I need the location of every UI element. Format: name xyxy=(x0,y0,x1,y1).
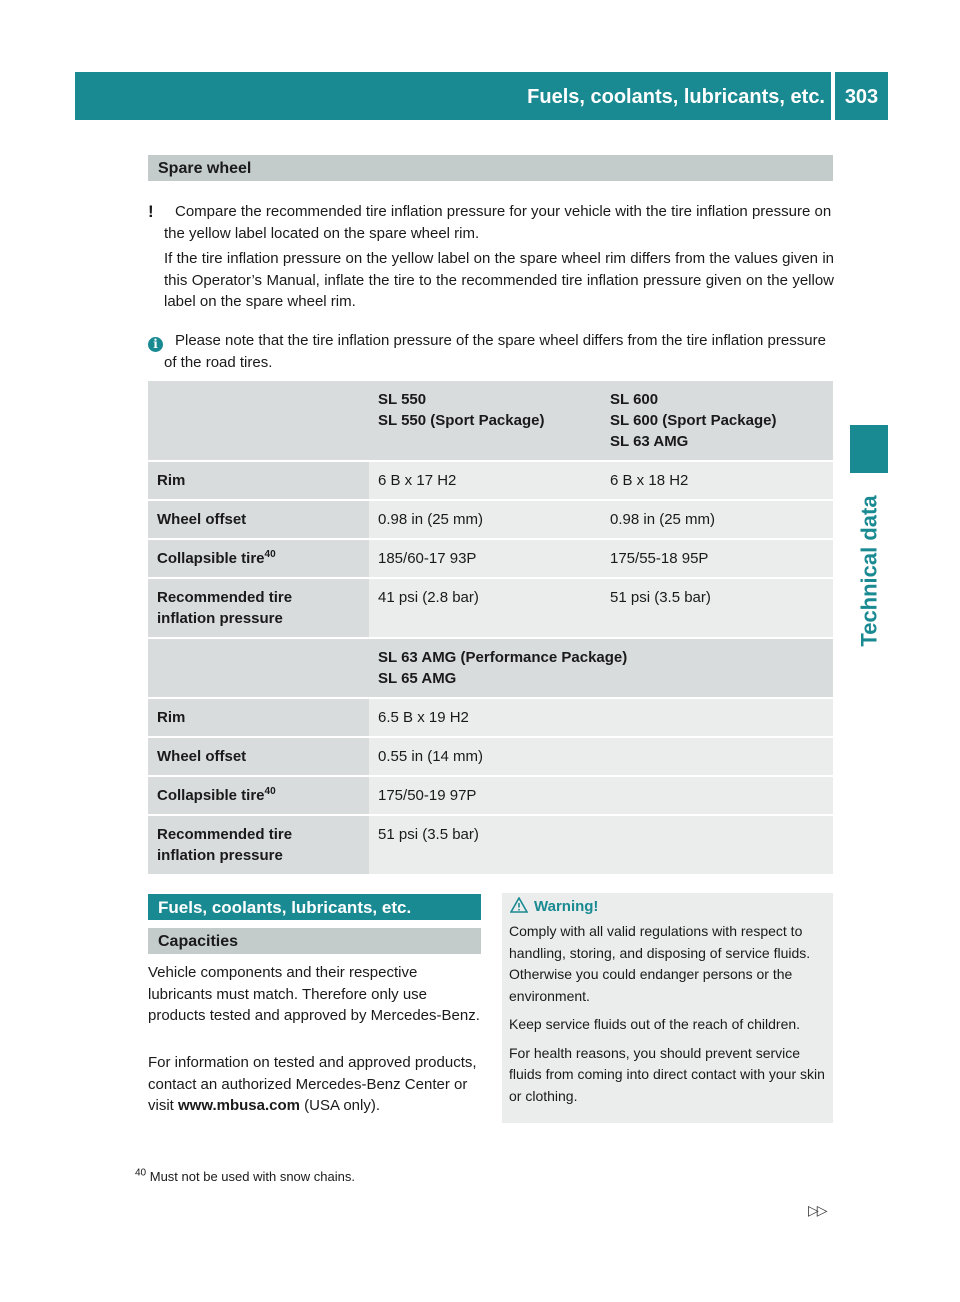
header-line: SL 550 xyxy=(378,391,427,408)
row-value: 0.98 in (25 mm) xyxy=(369,501,601,540)
table-header-cell xyxy=(369,639,833,699)
page-number: 303 xyxy=(844,86,879,108)
notice-paragraph-1: Compare the recommended tire inflation pressure for your vehicle with the tire inflation pressure on the yellow label located on the spare wheel rim. xyxy=(164,203,832,242)
table-row xyxy=(148,777,833,816)
section-title-spare-wheel: Spare wheel xyxy=(148,155,833,181)
row-label: Recommended tire inflation pressure xyxy=(148,816,369,876)
row-value: 6.5 B x 19 H2 xyxy=(369,699,833,738)
warning-paragraph-3: For health reasons, you should prevent service fluids from coming into direct contact with your skin or clothing. xyxy=(509,1044,825,1104)
table-row xyxy=(148,462,833,501)
capacities-paragraph-2: For information on tested and approved products, contact an authorized Mercedes-Benz Center or visit www.mbusa.com (USA only). xyxy=(148,1054,477,1114)
table-row xyxy=(148,501,833,540)
warning-paragraph-1: Comply with all valid regulations with respect to handling, storing, and disposing of service fluids. Otherwise you could endanger persons or the environment. xyxy=(509,923,811,1004)
row-label: Collapsible tire$^{40}$ xyxy=(148,540,369,579)
table-header-cell xyxy=(601,381,833,462)
warning-triangle-icon xyxy=(510,897,528,913)
header-line: SL 550 (Sport Package) xyxy=(378,412,545,429)
row-value: 175/55-18 95P xyxy=(601,540,833,579)
warning-paragraph-2: Keep service fluids out of the reach of children. xyxy=(509,1016,801,1032)
header-line: SL 600 (Sport Package) xyxy=(610,412,777,429)
footnote-ref: 40 xyxy=(264,786,276,797)
row-label: Rim xyxy=(148,699,369,738)
table-row xyxy=(148,540,833,579)
row-value: 0.98 in (25 mm) xyxy=(601,501,833,540)
info-paragraph: Please note that the tire inflation pressure of the spare wheel differs from the tire inflation pressure of the road tires. xyxy=(164,332,826,371)
row-label: Wheel offset xyxy=(148,738,369,777)
row-value: 175/50-19 97P xyxy=(369,777,833,816)
footnote xyxy=(135,1166,355,1188)
row-label: Wheel offset xyxy=(148,501,369,540)
table-header-row xyxy=(148,381,833,462)
section-title-fuels: Fuels, coolants, lubricants, etc. xyxy=(148,894,481,920)
footnote-number: 40 xyxy=(135,1167,147,1179)
table-header-row xyxy=(148,639,833,699)
row-value: 185/60-17 93P xyxy=(369,540,601,579)
row-value: 6 B x 17 H2 xyxy=(369,462,601,501)
table-header-empty xyxy=(148,381,369,462)
table-header-cell xyxy=(369,381,601,462)
notice-block xyxy=(164,201,834,313)
table-row xyxy=(148,738,833,777)
row-value: 51 psi (3.5 bar) xyxy=(369,816,833,876)
side-tab-label: Technical data xyxy=(856,495,882,647)
row-value: 41 psi (2.8 bar) xyxy=(369,579,601,639)
table-header-empty xyxy=(148,639,369,699)
row-value: 51 psi (3.5 bar) xyxy=(601,579,833,639)
row-value: 0.55 in (14 mm) xyxy=(369,738,833,777)
notice-icon: ! xyxy=(148,202,154,221)
running-header-title: Fuels, coolants, lubricants, etc. xyxy=(527,86,825,108)
notice-paragraph-2: If the tire inflation pressure on the yellow label on the spare wheel rim differs from the values given in this Operator’s Manual, inflate the tire to the recommended tire inflation pressure given on the yellow label on the spare wheel rim. xyxy=(164,250,834,310)
table-row xyxy=(148,699,833,738)
continue-arrows-icon: ▷▷ xyxy=(808,1202,826,1218)
warning-header xyxy=(510,896,598,918)
subsection-title-capacities: Capacities xyxy=(148,928,481,954)
capacities-paragraph-1: Vehicle components and their respective lubricants must match. Therefore only use products tested and approved by Mercedes-Benz. xyxy=(148,964,480,1024)
row-label: Rim xyxy=(148,462,369,501)
side-tab-block xyxy=(850,425,888,473)
info-icon: i xyxy=(148,333,163,355)
header-line: SL 63 AMG (Performance Package) xyxy=(378,649,628,666)
table-row xyxy=(148,816,833,876)
spare-wheel-table-2 xyxy=(148,639,833,876)
header-line: SL 63 AMG xyxy=(610,433,689,450)
table-row xyxy=(148,579,833,639)
warning-title: Warning! xyxy=(534,898,599,915)
footnote-ref: 40 xyxy=(264,549,276,560)
website-link[interactable]: www.mbusa.com xyxy=(178,1097,300,1114)
row-label: Collapsible tire$^{40}$ xyxy=(148,777,369,816)
header-line: SL 65 AMG xyxy=(378,670,457,687)
row-label: Recommended tire inflation pressure xyxy=(148,579,369,639)
header-line: SL 600 xyxy=(610,391,659,408)
warning-text xyxy=(509,921,829,1114)
spare-wheel-table-1 xyxy=(148,381,833,639)
footnote-text: Must not be used with snow chains. xyxy=(149,1169,355,1184)
row-value: 6 B x 18 H2 xyxy=(601,462,833,501)
side-tab xyxy=(850,481,888,661)
